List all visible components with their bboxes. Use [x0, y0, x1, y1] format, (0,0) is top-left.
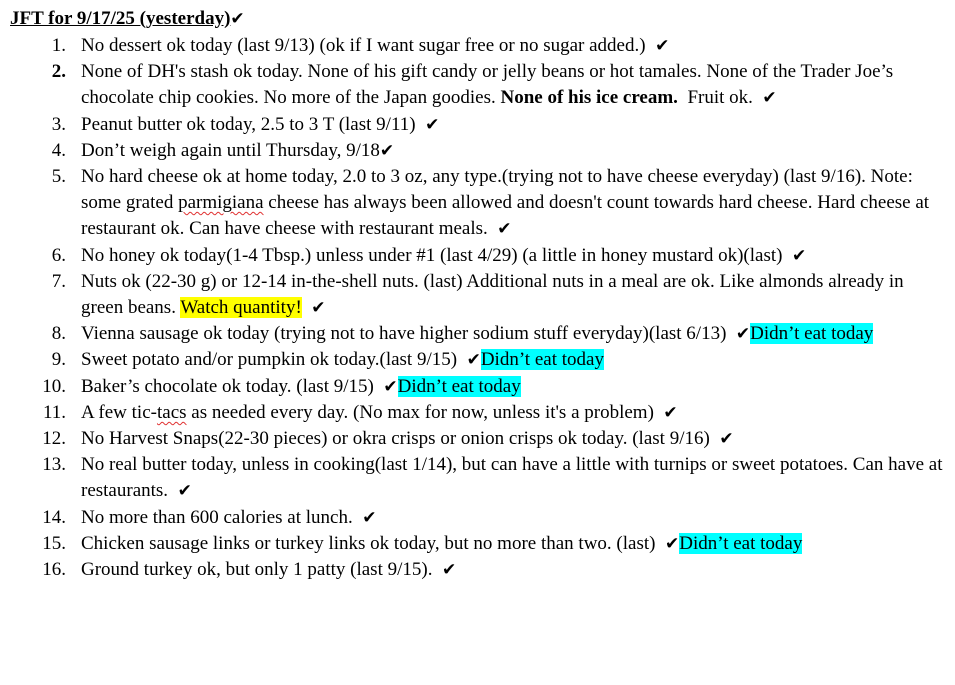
- cyan-highlight-text: Didn’t eat today: [397, 375, 521, 397]
- item-text: Chicken sausage links or turkey links ok today, but no more than two. (last): [81, 532, 656, 554]
- item-number: 4.: [51, 139, 66, 161]
- list-item: [0, 374, 948, 400]
- title-text: JFT for 9/17/25 (yesterday): [10, 8, 231, 29]
- list-item: [0, 138, 948, 164]
- item-number: 8.: [51, 323, 66, 345]
- checkmark-icon: ✔: [311, 298, 326, 319]
- list-item: [0, 269, 948, 321]
- item-text: Peanut butter ok today, 2.5 to 3 T (last 9/11): [81, 113, 416, 135]
- checkmark-icon: ✔: [466, 350, 481, 371]
- item-number: 11.: [42, 401, 66, 423]
- item-number: 9.: [51, 349, 66, 371]
- checkmark-icon: ✔: [655, 36, 670, 56]
- item-text-continued: as needed every day. (No max for now, unless it's a problem): [186, 401, 654, 423]
- item-text: Baker’s chocolate ok today. (last 9/15): [81, 375, 374, 397]
- item-number: 2.: [51, 61, 66, 83]
- item-text: No honey ok today(1-4 Tbsp.) unless under #1 (last 4/29) (a little in honey mustard ok)(last): [81, 244, 783, 266]
- item-text: No dessert ok today (last 9/13) (ok if I want sugar free or no sugar added.): [81, 35, 646, 56]
- checkmark-icon: ✔: [362, 507, 377, 528]
- item-number: 10.: [42, 375, 66, 397]
- list-item: [0, 347, 948, 373]
- checkmark-icon: ✔: [719, 429, 734, 450]
- checkmark-icon: ✔: [379, 140, 395, 161]
- item-number: 1.: [51, 35, 66, 56]
- list-item: [0, 400, 948, 426]
- item-text: Don’t weigh again until Thursday, 9/18: [81, 139, 380, 161]
- item-number: 15.: [42, 532, 66, 554]
- list-item: [0, 321, 948, 347]
- list-item: [0, 243, 948, 269]
- checkmark-icon: ✔: [735, 324, 751, 345]
- item-text: Nuts ok (22-30 g) or 12-14 in-the-shell nuts. (last) Additional nuts in a meal are ok. Like almonds already in green beans.: [81, 270, 904, 319]
- item-text: No hard cheese ok at home today, 2.0 to 3 oz, any type.(trying not to have cheese everyday) (last 9/16). Note: some grated: [81, 166, 913, 214]
- item-text-continued: Fruit ok.: [677, 87, 753, 109]
- list-item: [0, 426, 948, 452]
- checkmark-icon: ✔: [497, 219, 512, 240]
- list-item: [0, 59, 948, 111]
- list-item: [0, 112, 948, 138]
- item-number: 14.: [42, 506, 66, 528]
- spellcheck-word: tacs: [156, 401, 187, 423]
- item-text: Ground turkey ok, but only 1 patty (last 9/15).: [81, 559, 433, 581]
- item-number: 16.: [42, 559, 66, 581]
- list-item: [0, 505, 948, 531]
- spellcheck-word: parmigiana: [178, 192, 264, 214]
- list-item: [0, 452, 948, 504]
- checkmark-icon: ✔: [441, 560, 457, 581]
- yellow-highlight-text: Watch quantity!: [180, 297, 302, 319]
- item-text: No more than 600 calories at lunch.: [81, 506, 353, 528]
- list-item: [0, 164, 948, 243]
- item-number: 3.: [51, 113, 66, 135]
- checkmark-icon: ✔: [791, 245, 807, 266]
- item-number: 12.: [42, 428, 66, 450]
- cyan-highlight-text: Didn’t eat today: [750, 323, 874, 345]
- checkmark-icon: ✔: [230, 9, 245, 29]
- checkmark-icon: ✔: [664, 533, 680, 554]
- checkmark-icon: ✔: [383, 376, 398, 397]
- item-number: 5.: [51, 166, 66, 188]
- item-bold-text: None of his ice cream.: [500, 87, 678, 109]
- item-text: A few tic-: [81, 401, 157, 423]
- item-number: 7.: [51, 270, 66, 292]
- cyan-highlight-text: Didn’t eat today: [480, 349, 604, 371]
- item-text: No real butter today, unless in cooking(last 1/14), but can have a little with turnips or sweet potatoes. Can have at restaurants.: [81, 454, 943, 502]
- item-text: Vienna sausage ok today (trying not to have higher sodium stuff everyday)(last 6/13): [81, 323, 727, 345]
- list-item: [0, 557, 948, 583]
- item-number: 13.: [42, 454, 66, 476]
- list-item: [0, 33, 948, 59]
- item-text-continued: cheese has always been allowed and doesn't count towards hard cheese. Hard cheese at restaurant ok. Can have cheese with restaurant meals.: [81, 192, 930, 240]
- page-title: [10, 7, 245, 31]
- checkmark-icon: ✔: [663, 402, 678, 423]
- checkmark-icon: ✔: [762, 88, 777, 109]
- list-item: [0, 531, 948, 557]
- cyan-highlight-text: Didn’t eat today: [679, 532, 803, 554]
- item-text: No Harvest Snaps(22-30 pieces) or okra crisps or onion crisps ok today. (last 9/16): [81, 428, 710, 450]
- checkmark-icon: ✔: [177, 481, 192, 502]
- checkmark-icon: ✔: [425, 114, 440, 135]
- rules-list: [0, 33, 948, 583]
- item-text: None of DH's stash ok today. None of his gift candy or jelly beans or hot tamales. None of the Trader Joe’s chocolate chip cookies. No more of the Japan goodies.: [81, 61, 894, 109]
- item-number: 6.: [51, 244, 66, 266]
- item-text: Sweet potato and/or pumpkin ok today.(last 9/15): [81, 349, 458, 371]
